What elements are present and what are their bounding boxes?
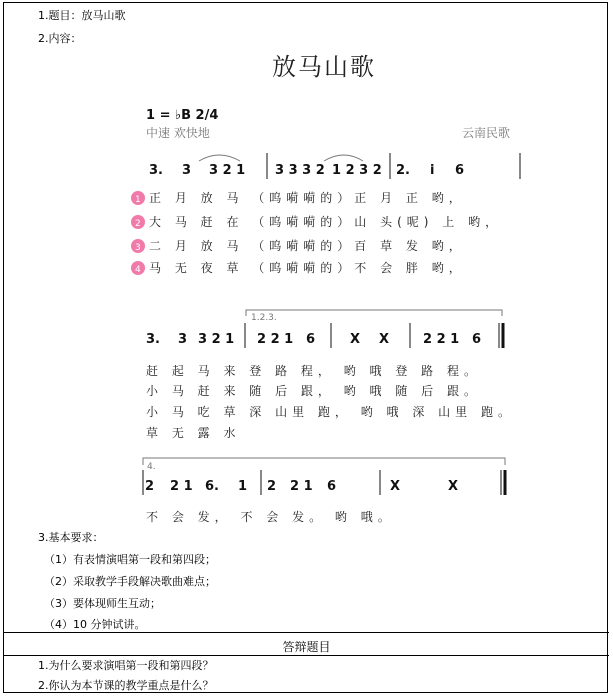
note-6: 2. <box>396 163 410 178</box>
note-2: 3 <box>182 163 192 178</box>
note-18: 2 <box>145 479 155 494</box>
lyric-line-3: 小 马 吃 草 深 山里 跑， 哟 哦 深 山里 跑。 <box>146 405 515 419</box>
requirement-4: （4）10 分钟试讲。 <box>44 618 146 631</box>
volta-bracket-1 <box>246 310 502 316</box>
exam-sheet <box>3 2 608 693</box>
note-22: 2 <box>267 479 277 494</box>
score-sheet <box>4 3 609 533</box>
note-21: 1 <box>238 479 248 494</box>
lyric-line-1: 赶 起 马 来 登 路 程， 哟 哦 登 路 程。 <box>146 364 481 378</box>
note-7: i <box>430 163 435 178</box>
volta-2-label: 4. <box>147 462 156 472</box>
answer-heading: 答辩题目 <box>282 640 331 654</box>
note-26: X <box>448 479 459 494</box>
verse-4: 马 无 夜 草 （呜嗬嗬的）不 会 胖 哟， <box>149 261 466 275</box>
note-4: 3 3 3 2 <box>275 163 325 178</box>
note-20: 6. <box>205 479 219 494</box>
note-12: 2 2 1 <box>257 332 294 347</box>
verse-3: 二 月 放 马 （呜嗬嗬的）百 草 发 哟， <box>149 239 466 253</box>
verse-number-label-1: 1 <box>135 195 141 205</box>
verse-number-label-2: 2 <box>135 219 141 229</box>
verse-number-label-3: 3 <box>135 243 141 253</box>
verse-2: 大 马 赶 在 （呜嗬嗬的）山 头(呢) 上 哟， <box>149 215 503 229</box>
note-3: 3 2 1 <box>209 163 246 178</box>
note-8: 6 <box>455 163 465 178</box>
tie-2 <box>324 155 363 161</box>
note-25: X <box>390 479 401 494</box>
tie-1 <box>199 155 240 161</box>
origin-mark: 云南民歌 <box>462 126 511 140</box>
note-13: 6 <box>306 332 316 347</box>
note-24: 6 <box>327 479 337 494</box>
note-19: 2 1 <box>170 479 193 494</box>
topic-line: 1.题目：放马山歌 <box>38 9 126 22</box>
note-23: 2 1 <box>290 479 313 494</box>
note-16: 2 2 1 <box>423 332 460 347</box>
question-1: 1.为什么要求演唱第一段和第四段？ <box>38 659 214 672</box>
volta-1-label: 1.2.3. <box>251 313 277 323</box>
verse-1: 正 月 放 马 （呜嗬嗬的）正 月 正 哟， <box>149 191 466 205</box>
song-title: 放马山歌 <box>272 53 376 81</box>
note-5: 1 2 3 2 <box>332 163 382 178</box>
question-2: 2.你认为本节课的教学重点是什么？ <box>38 679 214 692</box>
note-11: 3 2 1 <box>198 332 235 347</box>
volta-bracket-2 <box>143 458 505 465</box>
requirement-1: （1）有表情演唱第一段和第四段； <box>44 553 216 566</box>
lyric-line-2: 小 马 赶 来 随 后 跟， 哟 哦 随 后 跟。 <box>146 384 481 398</box>
key-signature: 1 = ♭B 2/4 <box>146 108 219 123</box>
tempo-mark: 中速 欢快地 <box>146 126 210 140</box>
note-15: X <box>379 332 390 347</box>
requirement-3: （3）要体现师生互动； <box>44 597 161 610</box>
note-10: 3 <box>178 332 188 347</box>
lyric-line-4: 草 无 露 水 <box>146 426 241 440</box>
answer-divider <box>4 655 609 656</box>
requirements-heading: 3.基本要求： <box>38 531 104 544</box>
note-1: 3. <box>149 163 163 178</box>
verse-number-label-4: 4 <box>135 265 141 275</box>
section-divider <box>4 632 609 633</box>
content-line: 2.内容： <box>38 32 82 45</box>
note-17: 6 <box>472 332 482 347</box>
lyric-line-5: 不 会 发， 不 会 发。 哟 哦。 <box>146 510 395 524</box>
note-14: X <box>350 332 361 347</box>
requirement-2: （2）采取教学手段解决歌曲难点； <box>44 575 216 588</box>
note-9: 3. <box>146 332 160 347</box>
